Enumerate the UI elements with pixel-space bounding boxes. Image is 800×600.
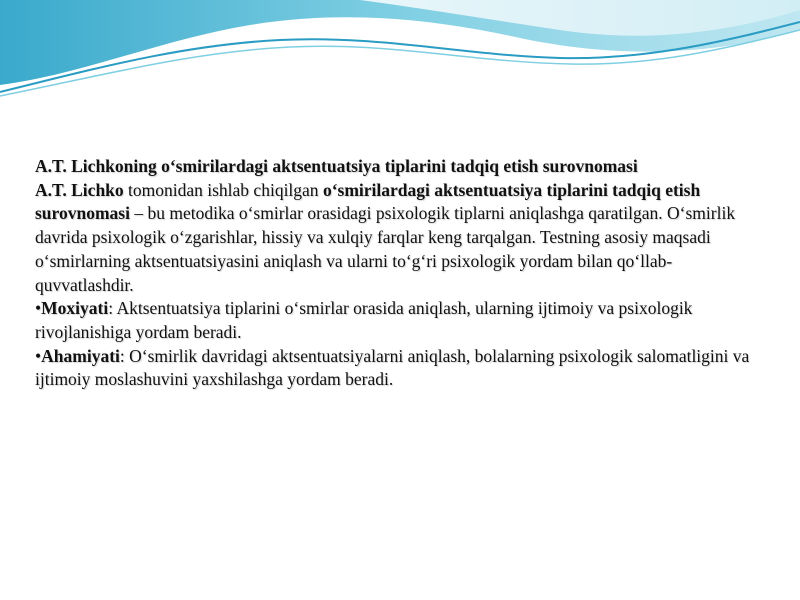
bullet-marker: • [35,345,42,366]
bullet-label: Ahamiyati [41,345,120,366]
bullet-marker: • [35,298,42,319]
bullet-text: : O‘smirlik davridagi aktsentuatsiyalarni aniqlash, bolalarning psixologik salomatligini va ijtimoiy moslashuvini yaxshilashga yordam beradi. [35,345,750,390]
author-name: A.T. Lichko [35,179,124,200]
slide-heading: A.T. Lichkoning o‘smirilardagi aktsentuatsiya tiplarini tadqiq etish surovnomasi [35,156,638,176]
bullet-item-ahamiyati [35,345,770,392]
bullet-label: Moxiyati [41,298,109,319]
method-name: o‘smirilardagi aktsentuatsiya tiplarini tadqiq etish surovnomasi [35,179,701,224]
slide-body [35,155,770,392]
intro-paragraph [35,179,770,298]
header-wave-decoration [0,0,800,100]
bullet-item-moxiyati [35,297,770,344]
bullet-text: : Aktsentuatsiya tiplarini o‘smirlar orasida aniqlash, ularning ijtimoiy va psixologik rivojlanishiga yordam beradi. [35,298,693,342]
intro-text-2: – bu metodika o‘smirlar orasidagi psixologik tiplarni aniqlashga qaratilgan. O‘smirlik davrida psixologik o‘zgarishlar, hissiy va xulqiy farqlar keng tarqalgan. Testning asosiy maqsadi o‘smirlarning aktsentuatsiyasini aniqlash va ularni to‘g‘ri psixologik yordam bilan qo‘llab-quvvatlashdir. [35,203,736,295]
intro-text-1: tomonidan ishlab chiqilgan [123,179,323,200]
